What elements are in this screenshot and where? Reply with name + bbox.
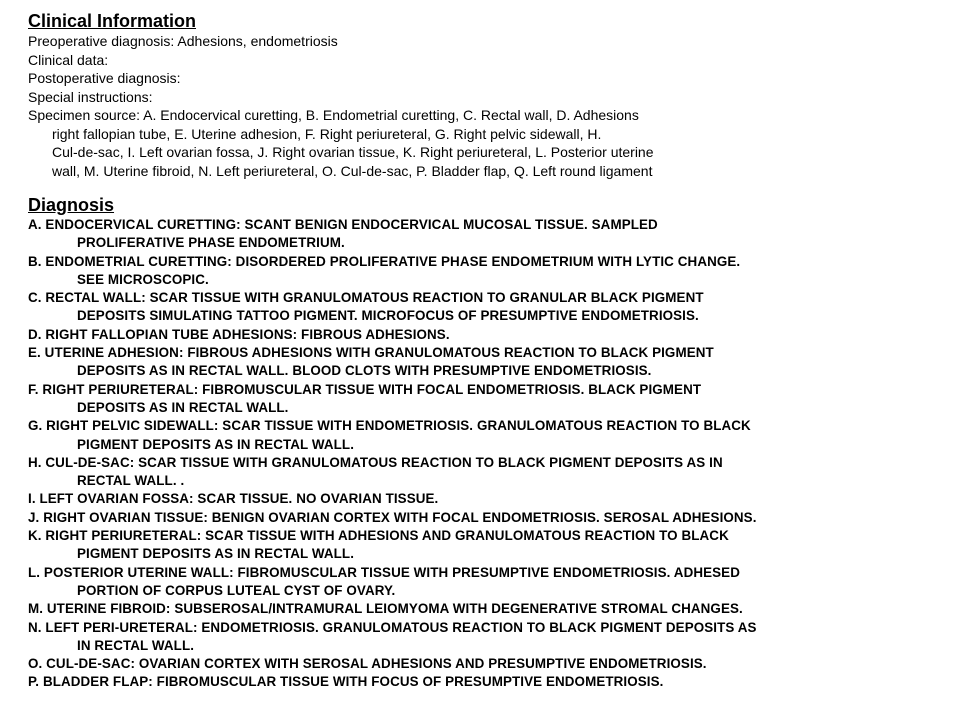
- diagnosis-item: [28, 289, 963, 326]
- diagnosis-item-text: F. RIGHT PERIURETERAL: FIBROMUSCULAR TISSUE WITH FOCAL ENDOMETRIOSIS. BLACK PIGMENT: [28, 381, 702, 397]
- diagnosis-item-text: G. RIGHT PELVIC SIDEWALL: SCAR TISSUE WITH ENDOMETRIOSIS. GRANULOMATOUS REACTION TO BLACK: [28, 418, 751, 434]
- postoperative-diagnosis: Postoperative diagnosis:: [28, 70, 181, 86]
- diagnosis-item-text: K. RIGHT PERIURETERAL: SCAR TISSUE WITH ADHESIONS AND GRANULOMATOUS REACTION TO BLACK: [28, 528, 729, 544]
- diagnosis-item: [28, 454, 963, 491]
- diagnosis-item-text: A. ENDOCERVICAL CURETTING: SCANT BENIGN ENDOCERVICAL MUCOSAL TISSUE. SAMPLED: [28, 217, 658, 232]
- special-instructions: Special instructions:: [28, 88, 153, 105]
- diagnosis-list: [28, 216, 963, 692]
- clinical-information-section: [28, 10, 963, 180]
- diagnosis-item-text: I. LEFT OVARIAN FOSSA: SCAR TISSUE. NO OVARIAN TISSUE.: [28, 491, 439, 507]
- diagnosis-item: [28, 655, 963, 673]
- diagnosis-item-continuation: PORTION OF CORPUS LUTEAL CYST OF OVARY.: [77, 582, 396, 598]
- diagnosis-item: [28, 490, 963, 508]
- diagnosis-item: [28, 253, 963, 290]
- diagnosis-item-text: D. RIGHT FALLOPIAN TUBE ADHESIONS: FIBROUS ADHESIONS.: [28, 326, 450, 342]
- diagnosis-item-continuation: DEPOSITS SIMULATING TATTOO PIGMENT. MICROFOCUS OF PRESUMPTIVE ENDOMETRIOSIS.: [77, 308, 699, 324]
- diagnosis-item-text: E. UTERINE ADHESION: FIBROUS ADHESIONS WITH GRANULOMATOUS REACTION TO BLACK PIGMENT: [28, 345, 714, 361]
- diagnosis-section: [28, 194, 963, 692]
- diagnosis-item-continuation: PIGMENT DEPOSITS AS IN RECTAL WALL.: [77, 436, 355, 452]
- diagnosis-item: [28, 673, 963, 691]
- diagnosis-item-continuation: DEPOSITS AS IN RECTAL WALL. BLOOD CLOTS WITH PRESUMPTIVE ENDOMETRIOSIS.: [77, 363, 652, 379]
- clinical-data: Clinical data:: [28, 51, 109, 68]
- diagnosis-item: [28, 216, 963, 253]
- diagnosis-item-continuation: PIGMENT DEPOSITS AS IN RECTAL WALL.: [77, 546, 355, 562]
- specimen-source-line: Cul-de-sac, I. Left ovarian fossa, J. Right ovarian tissue, K. Right periureteral, L. Posterior uterine: [52, 144, 654, 160]
- diagnosis-item-text: C. RECTAL WALL: SCAR TISSUE WITH GRANULOMATOUS REACTION TO GRANULAR BLACK PIGMENT: [28, 290, 704, 306]
- diagnosis-item: [28, 527, 963, 564]
- diagnosis-item: [28, 381, 963, 418]
- diagnosis-item-text: M. UTERINE FIBROID: SUBSEROSAL/INTRAMURAL LEIOMYOMA WITH DEGENERATIVE STROMAL CHANGES.: [28, 601, 743, 617]
- diagnosis-item-text: B. ENDOMETRIAL CURETTING: DISORDERED PROLIFERATIVE PHASE ENDOMETRIUM WITH LYTIC CHANGE.: [28, 253, 741, 269]
- clinical-information-heading: Clinical Information: [28, 11, 197, 31]
- specimen-source-line: Specimen source: A. Endocervical curetting, B. Endometrial curetting, C. Rectal wall, D. Adhesions: [28, 107, 639, 123]
- diagnosis-item: [28, 619, 963, 656]
- diagnosis-item-text: O. CUL-DE-SAC: OVARIAN CORTEX WITH SEROSAL ADHESIONS AND PRESUMPTIVE ENDOMETRIOSIS.: [28, 656, 707, 672]
- diagnosis-item: [28, 417, 963, 454]
- diagnosis-item-text: J. RIGHT OVARIAN TISSUE: BENIGN OVARIAN CORTEX WITH FOCAL ENDOMETRIOSIS. SEROSAL ADHESIONS.: [28, 509, 757, 525]
- diagnosis-item-continuation: DEPOSITS AS IN RECTAL WALL.: [77, 399, 289, 415]
- diagnosis-item: [28, 344, 963, 381]
- diagnosis-item-continuation: IN RECTAL WALL.: [77, 637, 195, 653]
- specimen-source: [28, 106, 963, 180]
- diagnosis-item-text: N. LEFT PERI-URETERAL: ENDOMETRIOSIS. GRANULOMATOUS REACTION TO BLACK PIGMENT DEPOSITS AS: [28, 619, 757, 635]
- specimen-source-line: wall, M. Uterine fibroid, N. Left periureteral, O. Cul-de-sac, P. Bladder flap, Q. Left round ligament: [52, 162, 653, 179]
- diagnosis-item: [28, 600, 963, 618]
- pathology-report: [28, 10, 963, 692]
- specimen-source-line: right fallopian tube, E. Uterine adhesion, F. Right periureteral, G. Right pelvic sidewall, H.: [52, 125, 602, 142]
- diagnosis-item-continuation: RECTAL WALL. .: [77, 473, 185, 489]
- diagnosis-item-text: P. BLADDER FLAP: FIBROMUSCULAR TISSUE WITH FOCUS OF PRESUMPTIVE ENDOMETRIOSIS.: [28, 674, 664, 690]
- diagnosis-item-text: H. CUL-DE-SAC: SCAR TISSUE WITH GRANULOMATOUS REACTION TO BLACK PIGMENT DEPOSITS AS IN: [28, 454, 723, 470]
- diagnosis-item: [28, 509, 963, 527]
- diagnosis-item: [28, 326, 963, 344]
- diagnosis-item-continuation: PROLIFERATIVE PHASE ENDOMETRIUM.: [77, 235, 345, 251]
- diagnosis-item-continuation: SEE MICROSCOPIC.: [77, 271, 209, 287]
- diagnosis-item: [28, 564, 963, 601]
- diagnosis-item-text: L. POSTERIOR UTERINE WALL: FIBROMUSCULAR TISSUE WITH PRESUMPTIVE ENDOMETRIOSIS. ADHESED: [28, 564, 740, 580]
- diagnosis-heading: Diagnosis: [28, 195, 115, 215]
- preoperative-diagnosis: Preoperative diagnosis: Adhesions, endometriosis: [28, 33, 338, 49]
